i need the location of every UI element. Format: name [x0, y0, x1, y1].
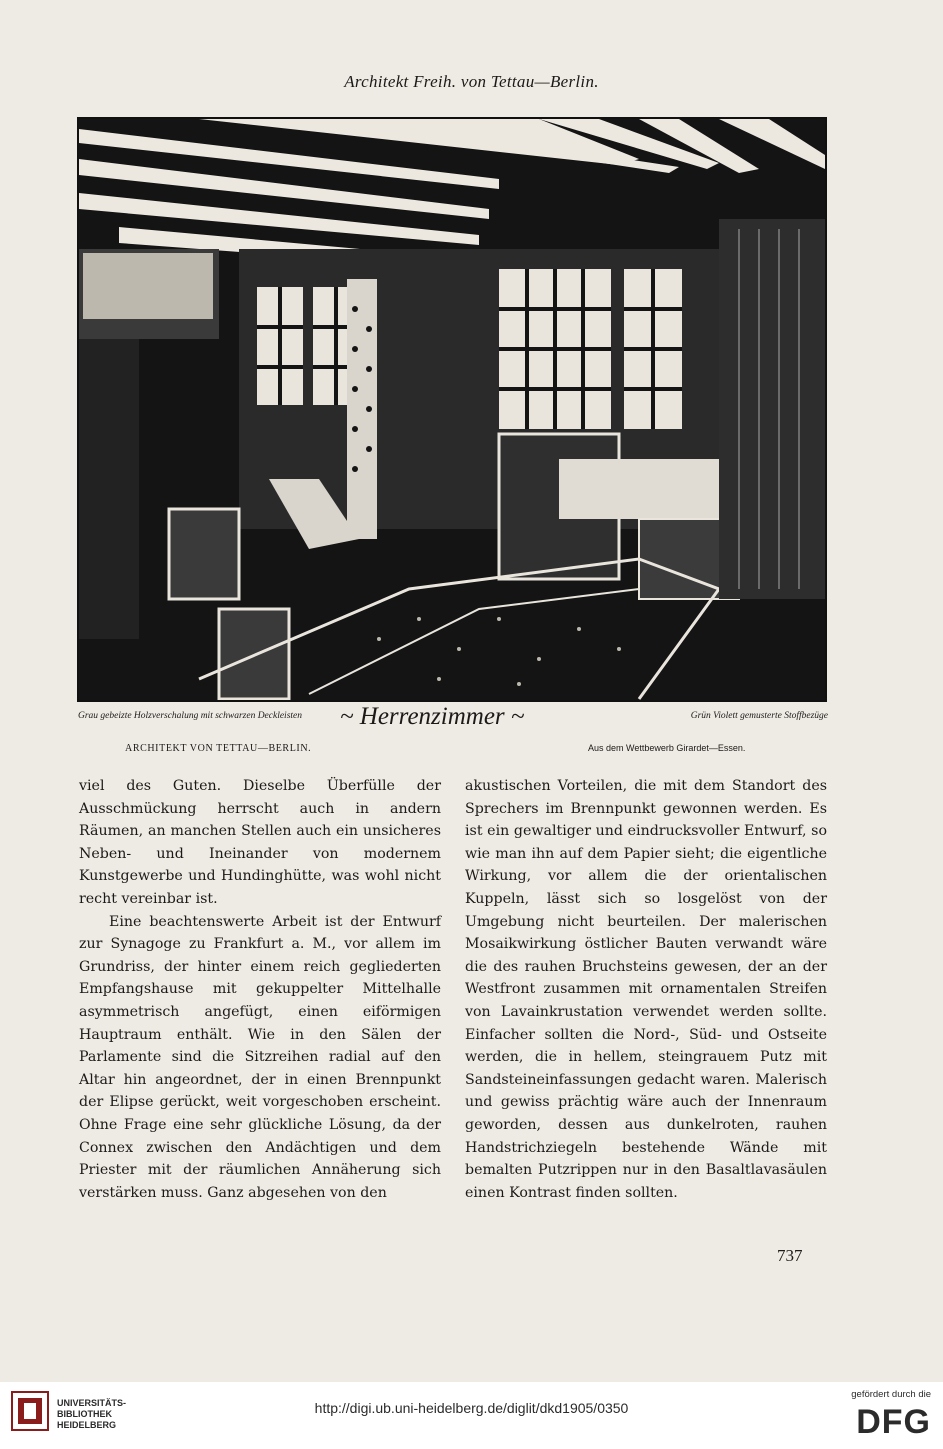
caption-right: Grün Violett gemusterte Stoffbezüge	[690, 711, 828, 721]
digitization-footer	[0, 1382, 943, 1449]
page-number: 737	[777, 1246, 803, 1265]
text-column-right	[465, 775, 827, 1204]
plate-caption	[78, 703, 828, 730]
caption-title: ~ Herrenzimmer ~	[340, 703, 525, 730]
competition-credit: Aus dem Wettbewerb Girardet—Essen.	[588, 743, 746, 753]
architect-credit: ARCHITEKT VON TETTAU—BERLIN.	[125, 743, 312, 754]
paragraph: viel des Guten. Dieselbe Überfülle der Ausschmückung herrscht auch in andern Räumen, an manchen Stellen auch ein unsicheres Neben- und Ineinander von modernem Kunstgewerbe und Hundinghütte, was wohl nicht recht vereinbar ist.	[79, 778, 441, 907]
text-column-left	[79, 775, 441, 1204]
library-name: UNIVERSITÄTS- BIBLIOTHEK HEIDELBERG	[57, 1398, 127, 1430]
dfg-logo: DFG	[856, 1403, 931, 1441]
running-title: Architekt Freih. von Tettau—Berlin.	[344, 72, 599, 91]
interior-illustration	[77, 117, 827, 702]
herrenzimmer-engraving	[79, 119, 825, 700]
paragraph: Eine beachtenswerte Arbeit ist der Entwurf zur Synagoge zu Frankfurt a. M., vor allem im Grundriss, der hinter einem reich gegliederten Empfangshause mit gekuppelter Mittelhalle asymmetrisch angefügt, einen eiförmigen Hauptraum enthält. Wie in den Sälen der Parlamente sind die Sitzreihen radial auf den Altar hin angeordnet, der in einen Brennpunkt der Elipse gerückt, weit vorgeschoben erscheint. Ohne Frage eine sehr glückliche Lösung, da der Connex zwischen den Andächtigen und dem Priester mit der räumlichen Annäherung sich verstärken muss. Ganz abgesehen von den	[79, 913, 441, 1201]
caption-left: Grau gebeizte Holzverschalung mit schwarzen Deckleisten	[78, 711, 302, 721]
permalink[interactable]: http://digi.ub.uni-heidelberg.de/diglit/dkd1905/0350	[314, 1400, 629, 1416]
sponsor-text: gefördert durch die	[851, 1389, 931, 1400]
paragraph: akustischen Vorteilen, die mit dem Standort des Sprechers im Brennpunkt gewonnen werden. Es ist ein gewaltiger und eindrucksvoller Entwurf, so wie man ihn auf dem Papier sieht; die eigentliche Wirkung, vor allem die der orientalischen Kuppeln, lässt sich so losgelöst von der Umgebung nicht beurteilen. Der malerischen Mosaikwirkung östlicher Bauten verwandt wäre die des rauhen Bruchsteins gewesen, der an der Westfront zusammen mit ornamentalen Streifen von Lavainkrustation verwendet werden sollte. Einfacher sollten die Nord-, Süd- und Ostseite werden, die in hellem, steingrauem Putz mit Sandsteineinfassungen gedacht waren. Malerisch und gewiss prächtig wäre auch der Innenraum geworden, dessen aus dunkelroten, rauhen Handstrichziegeln bestehende Wände mit bemalten Putzrippen nur in den Basaltlavasäulen einen Kontrast finden sollten.	[465, 778, 827, 1201]
